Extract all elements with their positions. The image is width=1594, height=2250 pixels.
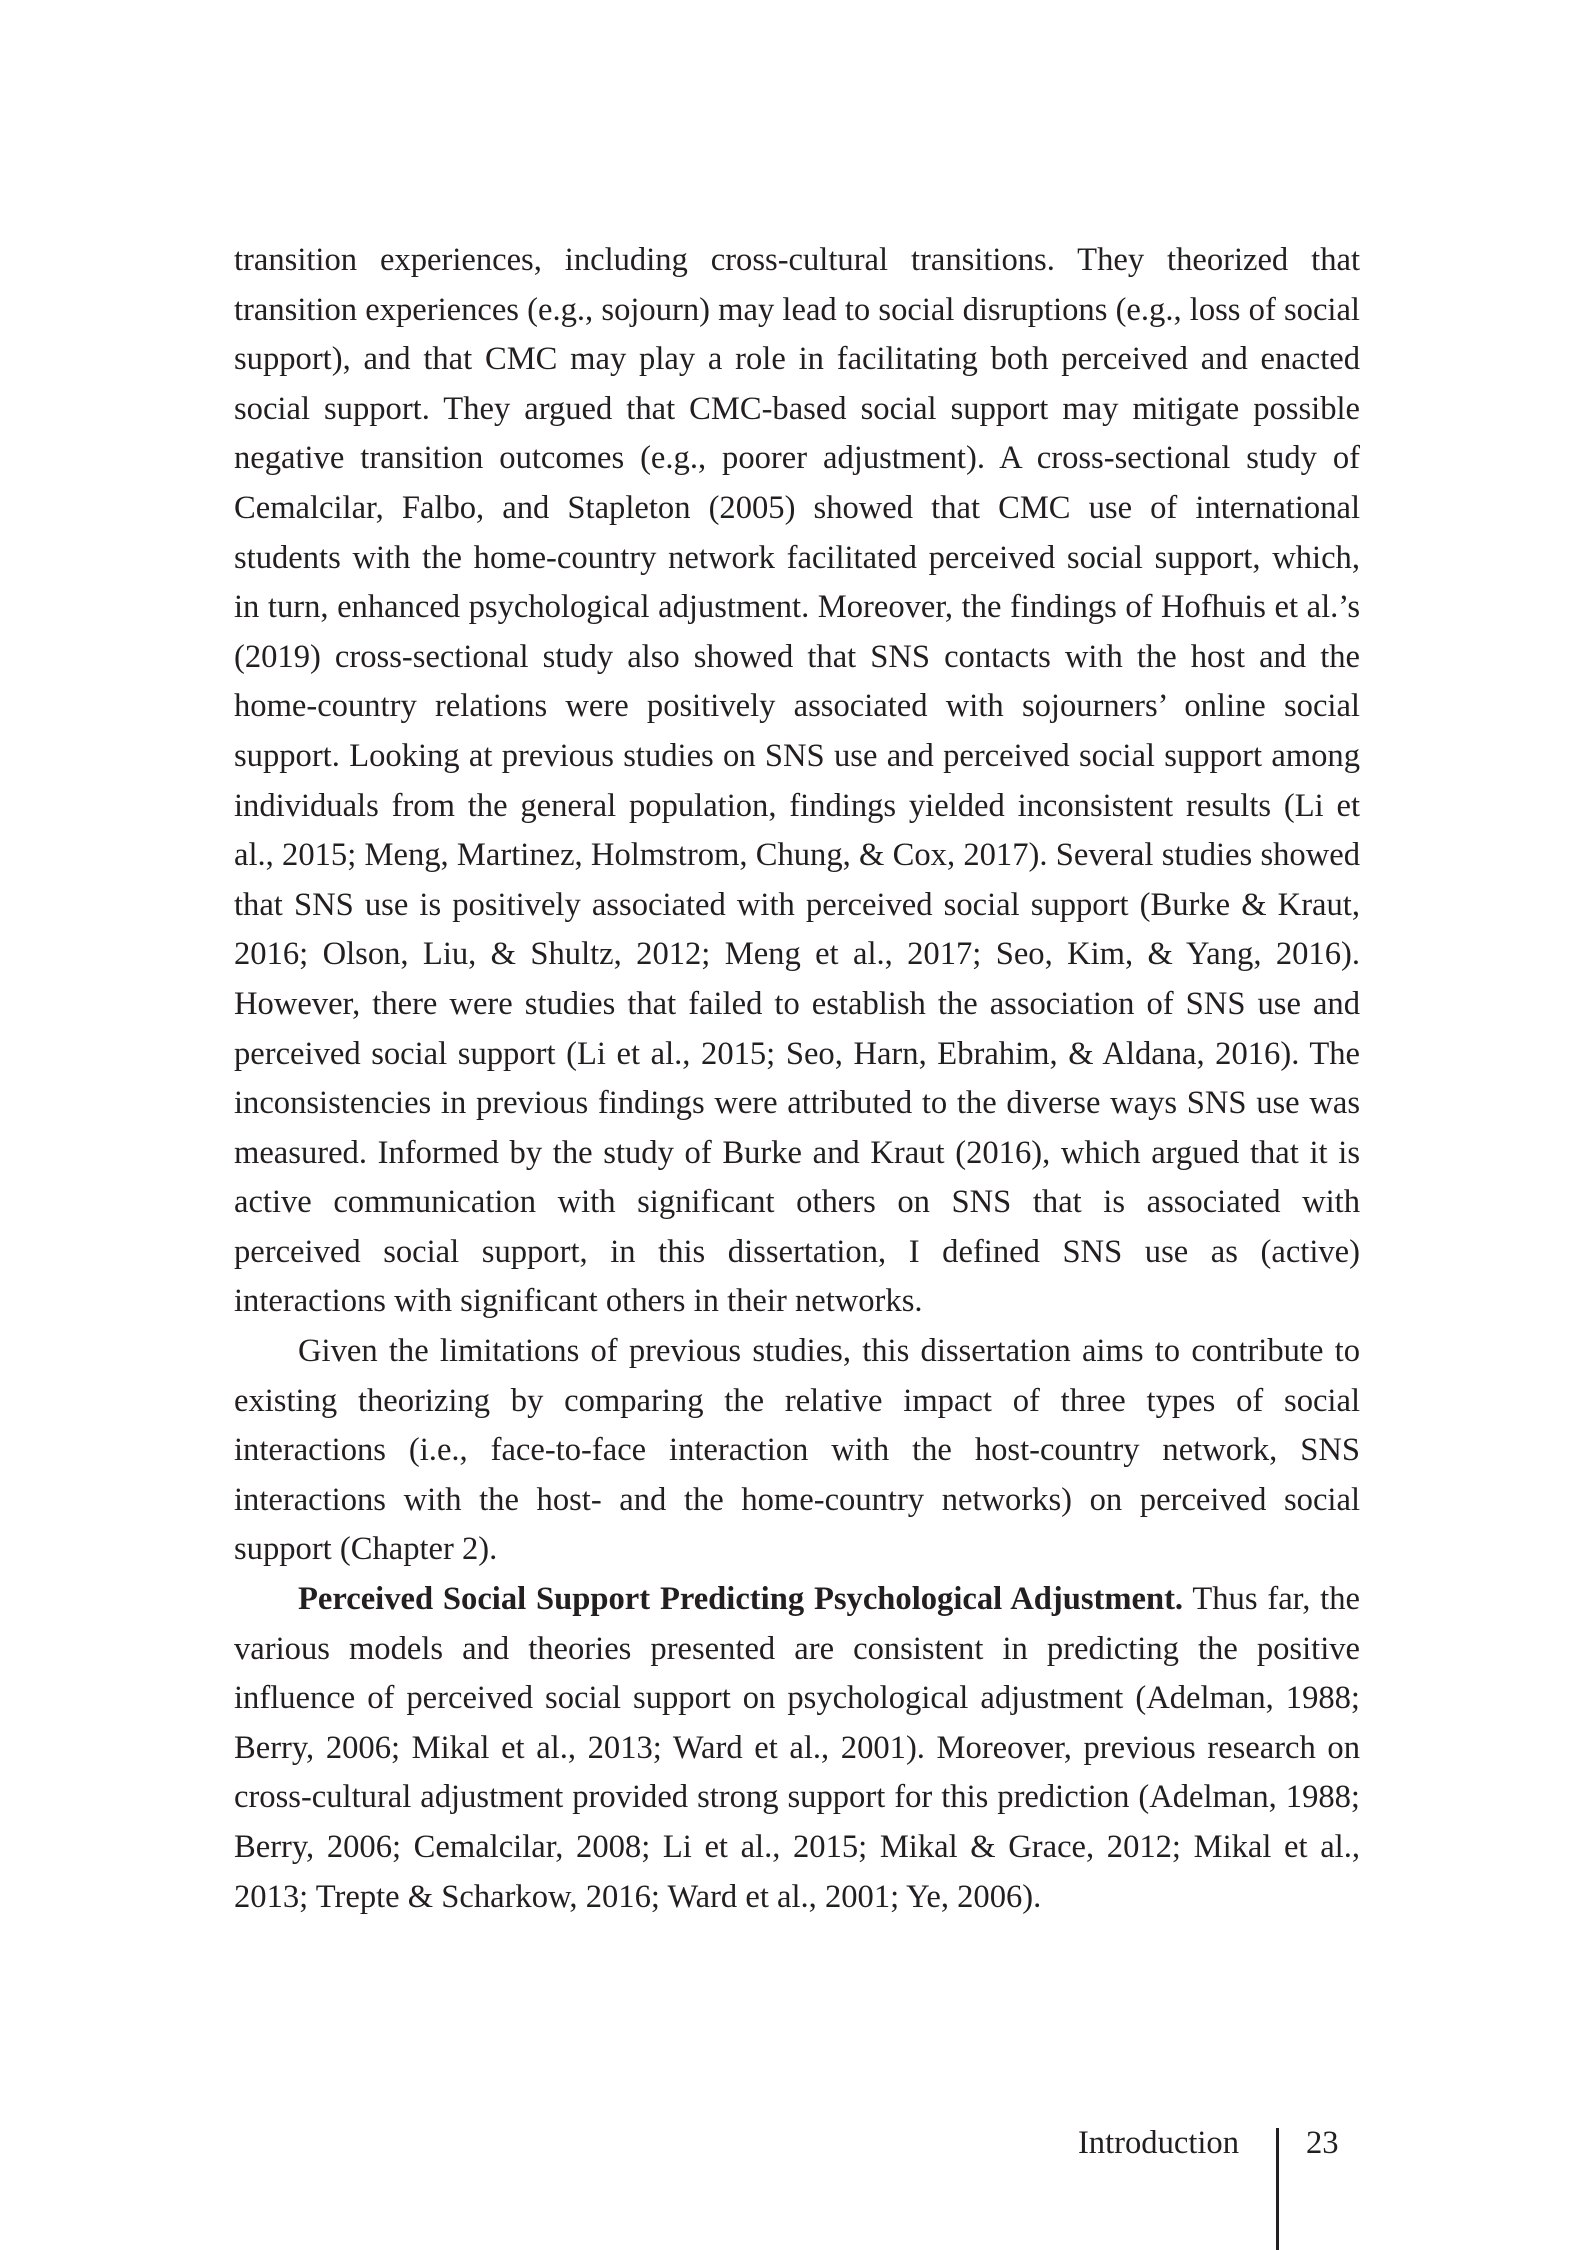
body-text <box>234 236 1360 1922</box>
paragraph-3-text: Thus far, the various models and theories presented are consistent in predicting the positive influence of perceived social support on psychological adjustment (Adelman, 1988; Berry, 2006; Mikal et al., 2013; Ward et al., 2001). Moreover, previous research on cross-cultural adjustment provided strong support for this prediction (Adelman, 1988; Berry, 2006; Cemalcilar, 2008; Li et al., 2015; Mikal & Grace, 2012; Mikal et al., 2013; Trepte & Scharkow, 2016; Ward et al., 2001; Ye, 2006). <box>234 1581 1360 1915</box>
footer-divider-rule <box>1276 2128 1279 2250</box>
paragraph-2: Given the limitations of previous studies, this dissertation aims to contribute to existing theorizing by comparing the relative impact of three types of social interactions (i.e., face-to-face interaction with the host-country network, SNS interactions with the host- and the home-country networks) on perceived social support (Chapter 2). <box>234 1333 1360 1568</box>
page-number: 23 <box>1306 2125 1339 2161</box>
running-footer-section: Introduction <box>1077 2125 1239 2161</box>
paragraph-3 <box>234 1575 1360 1922</box>
paragraph-3-run-in-heading: Perceived Social Support Predicting Psychological Adjustment. <box>298 1581 1184 1618</box>
paragraph-1: transition experiences, including cross-cultural transitions. They theorized that transition experiences (e.g., sojourn) may lead to social disruptions (e.g., loss of social support), and that CMC may play a role in facilitating both perceived and enacted social support. They argued that CMC-based social support may mitigate possible negative transition outcomes (e.g., poorer adjustment). A cross-sectional study of Cemalcilar, Falbo, and Stapleton (2005) showed that CMC use of international students with the home-country network facilitated perceived social support, which, in turn, enhanced psychological adjustment. Moreover, the findings of Hofhuis et al.’s (2019) cross-sectional study also showed that SNS contacts with the host and the home-country relations were positively associated with sojourners’ online social support. Looking at previous studies on SNS use and perceived social support among individuals from the general population, findings yielded inconsistent results (Li et al., 2015; Meng, Martinez, Holmstrom, Chung, & Cox, 2017). Several studies showed that SNS use is positively associated with perceived social support (Burke & Kraut, 2016; Olson, Liu, & Shultz, 2012; Meng et al., 2017; Seo, Kim, & Yang, 2016). However, there were studies that failed to establish the association of SNS use and perceived social support (Li et al., 2015; Seo, Harn, Ebrahim, & Aldana, 2016). The inconsistencies in previous findings were attributed to the diverse ways SNS use was measured. Informed by the study of Burke and Kraut (2016), which argued that it is active communication with significant others on SNS that is associated with perceived social support, in this dissertation, I defined SNS use as (active) interactions with significant others in their networks. <box>234 242 1360 1320</box>
